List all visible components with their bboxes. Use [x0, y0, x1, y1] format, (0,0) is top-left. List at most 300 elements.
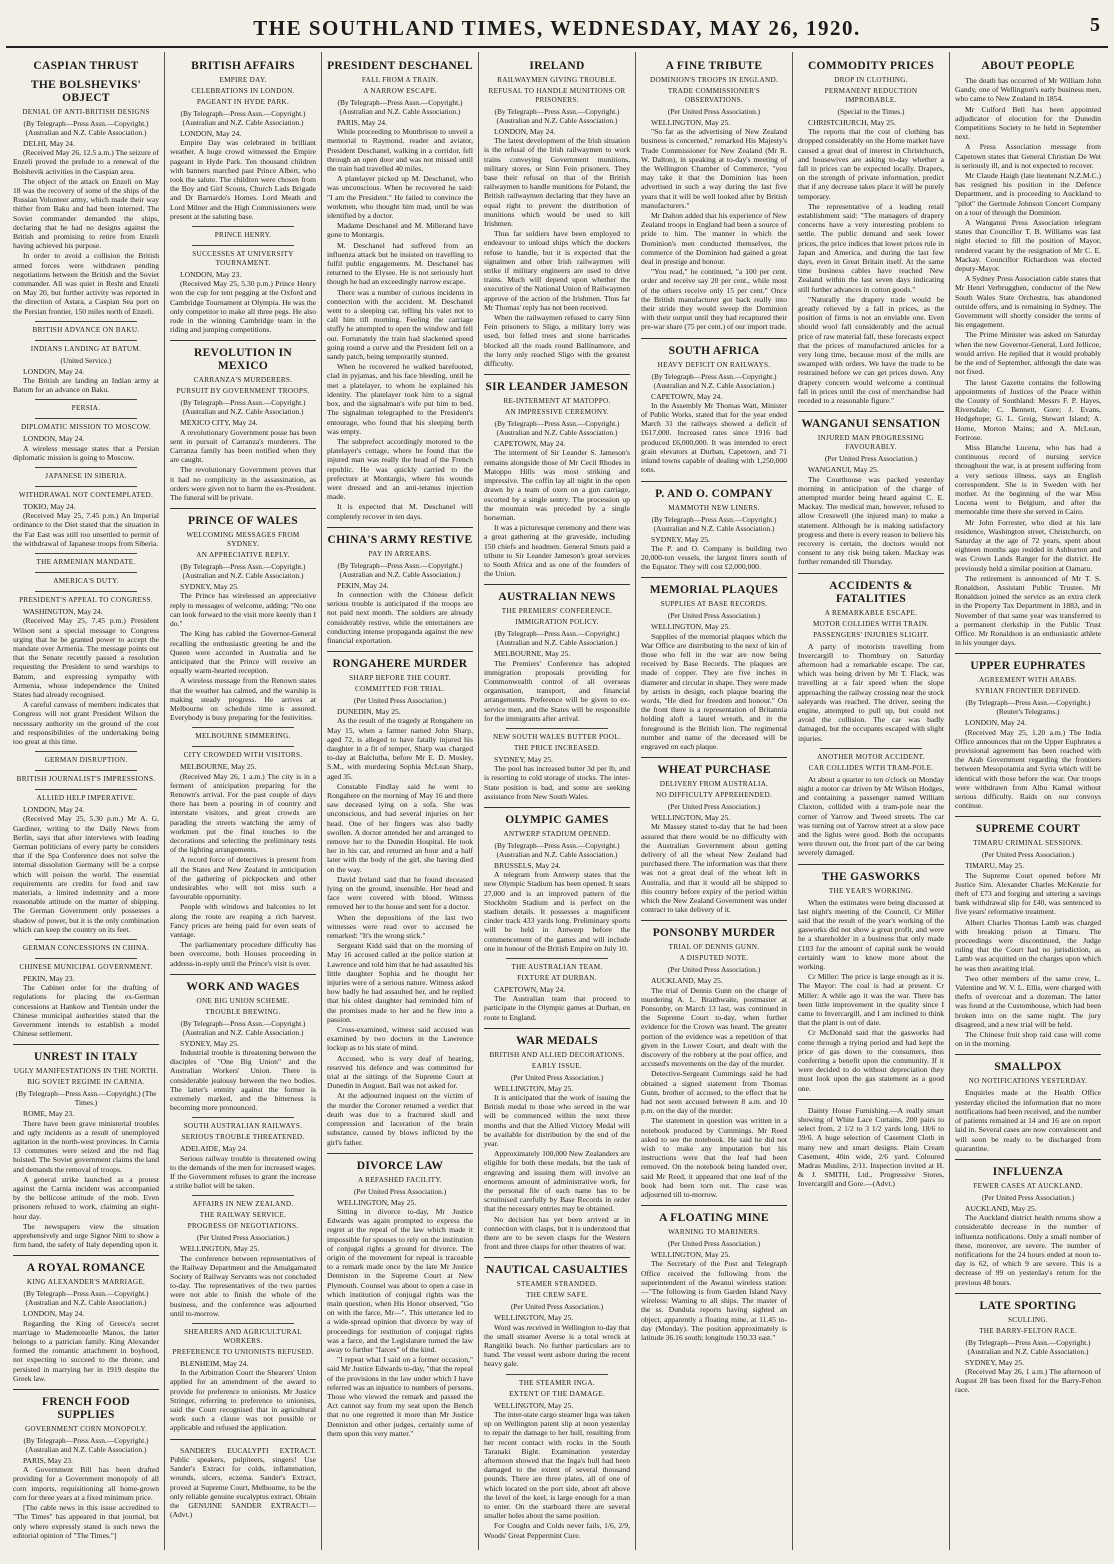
- article-dateline: WELLINGTON, May 25.: [337, 1197, 417, 1207]
- article-subheading: DENIAL OF ANTI-BRITISH DESIGNS: [22, 108, 150, 116]
- article-subheading: AN APPRECIATIVE REPLY.: [196, 551, 290, 560]
- article-subheading: THE YEAR'S WORKING.: [828, 886, 914, 895]
- article-subheading: GERMAN CONCESSIONS IN CHINA.: [22, 943, 150, 952]
- section-divider: [506, 728, 608, 729]
- article-dateline: CAPETOWN, May 24.: [651, 391, 723, 401]
- article-paragraph: The latest development of the Irish situation is the refusal of the Irish railwaymen to work trains conveying Government munitions, military stores, or Sinn Fein prisoners. They base their refusal on that of the British railwaymen to handle munitions for Poland, the British railwaymen declaring that they have an equal right to prevent the distribution of munitions which would be used to kill Irishmen.: [484, 136, 630, 229]
- article-headline: SOUTH AFRICA: [668, 344, 760, 357]
- article-paragraph: M. Deschanel had suffered from an influenza attack but he insisted on travelling to fulfil public engagements. M. Deschanel has returned to the Elysee. He is not seriously hurt though he had an exceedingly narrow escape.: [327, 240, 473, 287]
- article-paragraph: There was a number of curious incidents in connection with the accident. M. Deschanel went to a sleeping car, telling his valet not to call him till morning. Feeling the carriage stuffy he attempted to open the window and fell out. Fortunately the train had slackened speed going round a curve and the President fell on a sandy patch, being temporarily stunned.: [327, 287, 473, 362]
- article-paragraph: A record force of detectives is present from all the States and New Zealand in anticipation of the gathering of pickpockets and other undesirables who will not miss such a favourable opportunity.: [170, 855, 316, 902]
- article-rule: [170, 1439, 316, 1440]
- article-dateline: AUCKLAND, May 25.: [651, 976, 723, 986]
- article-rule: [170, 508, 316, 509]
- article-paragraph: A platelayer picked up M. Deschanel, who was unconscious. When he recovered he said: "I am the President." He failed to convince the workmen, who thought him mad, until he was identified by a doctor.: [327, 174, 473, 221]
- article-paragraph: Mr Culford Bell has been appointed adjudicator of elocution for the Dunedin Competitions Society to be held in September next.: [955, 104, 1101, 142]
- article-subheading: FEWER CASES AT AUCKLAND.: [973, 1181, 1083, 1190]
- article-paragraph: Cr Miller: The price is large enough as it is. The Mayor: The coal is bad at present. Cr Miller: A while ago it was the war. There has been little improvement in the quality since I came to Invercargill, and I am inclined to think that the plant is out of date.: [798, 972, 944, 1028]
- article-paragraph: When he recovered he walked barefooted, clad in pyjamas, and his face bleeding, until he met a platelayer, to whom he explained his identity. The platelayer took him to a signal box, and the signalman's wife put him to bed. The signalman telegraphed to the President's entourage, who found that his sleeping berth was empty.: [327, 362, 473, 436]
- article-paragraph: The Prince has wirelessed an appreciative reply to messages of welcome, adding: "No one can look forward to the visit more keenly than I do.": [170, 591, 316, 629]
- article-paragraph: A revolutionary Government posse has been sent in pursuit of Carranza's murderers. The Carranza family has been notified when they are caught.: [170, 427, 316, 465]
- article-paragraph: (Received May 25, 1.20 a.m.) The India Office announces that on the Upper Euphrates a provisional agreement has been reached with the Arab Government regarding the frontiers between Mesopotamia and Syria which will be identical with those before the war. Our troops were withdrawn from Albu Kamal without serious difficulty. Raids on our convoys continue.: [955, 727, 1101, 811]
- column-4: [479, 52, 636, 1550]
- article-paragraph: When the depositions of the last two witnesses were read over to accused he remarked: "It's the wrong stick.": [327, 912, 473, 941]
- article-rule: [641, 338, 787, 339]
- article-credit: (United Service.): [60, 355, 112, 365]
- article-subheading: EMPIRE DAY.: [219, 76, 267, 84]
- article-headline: CASPIAN THRUST: [33, 60, 139, 72]
- article-subheading: BIG SOVIET REGIME IN CARNIA.: [27, 1078, 145, 1087]
- article-rule: [798, 411, 944, 412]
- article-subheading: THE CREW SAFE.: [526, 1291, 588, 1300]
- article-paragraph: A wireless message from the Renown states that the weather has calmed, and the warship is making steady progress. He arrives at Melbourne on schedule time is assured. Everybody is busy preparing for the festivities.: [170, 676, 316, 723]
- article-rule: [641, 1205, 787, 1206]
- article-subheading: SOUTH AUSTRALIAN RAILWAYS.: [183, 1122, 303, 1131]
- article-dateline: WELLINGTON, May 25.: [494, 1313, 574, 1323]
- article-subheading: RE-INTERMENT AT MATOPPO.: [503, 397, 611, 406]
- article-rule: [484, 584, 630, 585]
- article-subheading: AMERICA'S DUTY.: [53, 577, 119, 586]
- article-paragraph: The Auckland district health returns show a considerable decrease in the number of influenza notifications. Only a small number of these, moreover, are severe. The number of notifications for the 24 hours ended at noon to-day is 62, of which 9 are severe. This is a decrease of 99 on yesterday's return for the previous 48 hours.: [955, 1213, 1101, 1287]
- column-7: [950, 52, 1106, 1550]
- article-paragraph: The interment of Sir Leander S. Jameson's remains alongside those of Mr Cecil Rhodes in Matoppo Hills was most striking and impressive. The coffin lay all night in the open drawn by a team of oxen on a gun carriage, escorted by a single sentry. The procession up the mountain was preceded by a single horseman.: [484, 448, 630, 522]
- article-dateline: WELLINGTON, May 25.: [651, 813, 731, 823]
- article-paragraph: "You read," he continued, "a 100 per cent. order and receive say 20 per cent., while most of the others receive only 15 per cent." Once the British manufacturer got back really into their stride they would sweep the Dominion with their output until they had recaptured their pre-war share (75 per cent.) of our import trade.: [641, 267, 787, 332]
- article-paragraph: Cr McDonald said that the gasworks had come through a trying period and had kept the price of gas down to the consumers, thus conferring a benefit upon the community. If it were decided to do without depreciation they must look upon the gas statement as a good one.: [798, 1028, 944, 1093]
- article-paragraph: Constable Findlay said he went to Rongahere on the morning of May 16 and there saw deceased lying on a sofa. She was unconscious, and had several injuries on her head. One of her fingers was also badly swollen. A doctor attended her and arranged to remove her to the Dunedin Hospital. He took her in his car, and returned an hour and a half later with the body of the girl, she having died on the way.: [327, 781, 473, 874]
- article-rule: [798, 864, 944, 865]
- article-subheading: CHINESE MUNICIPAL GOVERNMENT.: [19, 962, 153, 971]
- section-divider: [35, 958, 137, 959]
- article-paragraph: The Premiers' Conference has adopted immigration proposals providing for Commonwealth control of all overseas organisation, transport, and financial arrangements. Preference will be given to ex-service men, and the States will be responsible for the immigrants after arrival.: [484, 658, 630, 723]
- article-subheading: INDIANS LANDING AT BATUM.: [30, 344, 142, 353]
- article-paragraph: The representative of a leading retail establishment said: "The managers of drapery concerns have a very interesting problem to settle. The public demand and seek lower prices, the price indices that lower prices rule in Japan and America, and during the last few days, even in Great Britain itself. At the same time business cables have reached New Zealand within the last seven days indicating still further advances in cotton goods.": [798, 201, 944, 294]
- article-paragraph: "So far as the advertising of New Zealand business is concerned," remarked His Majesty's Trade Commissioner for New Zealand (Mr R. W. Dalton), in speaking at to-day's meeting of the Wellington Chamber of Commerce, "you may take it that the Dominion has been advertised in such a way during the last five years that it will be well looked after by British manufacturers.": [641, 127, 787, 210]
- article-paragraph: (Received May 25, 7.45 p.m.) President Wilson sent a special message to Congress urging that he be granted power to accept the mandate over Armenia. The message points out that the Senate recently passed a resolution requesting the President to send warships to Batum, and expressing sympathy with Armenia, whose independence the United States had already recognised.: [13, 616, 159, 699]
- article-headline: IRELAND: [529, 60, 585, 72]
- article-dateline: WELLINGTON, May 25.: [494, 1083, 574, 1093]
- article-subheading: MELBOURNE SIMMERING.: [195, 732, 291, 741]
- article-paragraph: Madame Deschanel and M. Millerand have gone to Montargis.: [327, 221, 473, 240]
- article-rule: [641, 577, 787, 578]
- article-credit: (By Telegraph—Press Assn.—Copyright.) (Australian and N.Z. Cable Association.): [494, 419, 620, 438]
- article-paragraph: A Government Bill has been drafted providing for a Government monopoly of all corn imports, requisitioning all home-grown corn for three years at a fixed minimum price.: [13, 1465, 159, 1502]
- article-dateline: MELBOURNE, May 25.: [180, 762, 257, 772]
- article-headline: ACCIDENTS & FATALITIES: [829, 579, 913, 605]
- article-credit: (Per United Press Association.): [196, 1233, 290, 1243]
- section-divider: [35, 467, 137, 468]
- article-subheading: A REMARKABLE ESCAPE.: [824, 608, 918, 617]
- article-subheading: BRITISH JOURNALIST'S IMPRESSIONS.: [16, 775, 156, 784]
- article-subheading: SUCCESSES AT UNIVERSITY TOURNAMENT.: [192, 250, 294, 268]
- article-dateline: DELHI, May 24.: [23, 139, 75, 148]
- section-divider: [820, 748, 922, 749]
- section-divider: [192, 1323, 294, 1324]
- article-rule: [798, 573, 944, 574]
- article-subheading: COMMITTED FOR TRIAL.: [355, 685, 445, 694]
- article-paragraph: The King has cabled the Governor-General recalling the enthusiastic greeting he and the Queen were accorded in Australia and he anticipated that the Prince will receive an equally warm-hearted reception.: [170, 629, 316, 676]
- article-credit: (Per United Press Association.): [353, 696, 447, 706]
- article-dateline: MELBOURNE, May 25.: [494, 649, 571, 659]
- article-paragraph: A telegram from Antwerp states that the new Olympic Stadium has been opened. It seats 27,000 and is an improved pattern of the Stockholm Stadium and is perfect on the stadium details. It possesses a magnificent cinder track 433 yards long. Preliminary sports will be held in Antwerp before the commencement of the games and will include one in honour of the British Empire on July 10.: [484, 870, 630, 953]
- article-dateline: ROME, May 23.: [23, 1109, 75, 1119]
- article-subheading: TROUBLE BREWING.: [205, 1007, 281, 1016]
- article-dateline: PARIS, May 24.: [337, 118, 387, 127]
- article-paragraph: The Secretary of the Post and Telegraph Office received the following from the superintendent of the Awanui wireless station:—"The following is from Garden Island Navy wireless: Warning to all ships. The master of the ss. Dundula reports having sighted an object, apparently a floating mine, at 11.45 to-day (Monday). The position approximately is latitude 36.16 south; longitude 150.33 east.": [641, 1259, 787, 1343]
- article-rule: [484, 807, 630, 808]
- article-rule: [170, 974, 316, 975]
- article-dateline: CAPETOWN, May 24.: [494, 439, 566, 449]
- article-headline: P. AND O. COMPANY: [655, 487, 773, 500]
- article-paragraph: There have been grave ministerial troubles and ugly incidents as a result of unemployed agitation in the north-west provinces. In Carnia 13 communes were seized and the red flag hoisted. The Soviet government claims the land and demands the removal of troops.: [13, 1118, 159, 1174]
- article-rule: [955, 1159, 1101, 1160]
- article-paragraph: A wireless message states that a Persian diplomatic mission is going to Moscow.: [13, 443, 159, 462]
- article-paragraph: Thus far soldiers have been employed to endeavour to unload ships which the dockers refuse to handle, but it is expected that the signalmen and other Irish railwaymen will strike if military engineers are used to drive trains. Much will depend upon whether the executive of the National Union of Railwaymen approve of the action of the Irishmen. Thus far Mr Thomas' reply has not been received.: [484, 229, 630, 312]
- article-credit: (Per United Press Association.): [667, 107, 761, 116]
- article-dateline: WELLINGTON, May 25.: [180, 1244, 260, 1254]
- article-credit: (Per United Press Association.): [667, 611, 761, 621]
- article-subheading: SYRIAN FRONTIER DEFINED.: [975, 687, 1081, 696]
- article-headline: MEMORIAL PLAQUES: [649, 584, 779, 597]
- article-paragraph: The statement in question was written in a notebook produced by Cummings. Mr Reed asked to see the notebook. He said he did not wish to make any imputation but his instructions were that the leaf had been removed. On the notebook being handed over, said Mr Reed, it appeared that one leaf of the book had been torn out. The case was adjourned till to-morrow.: [641, 1116, 787, 1200]
- article-rule: [13, 1389, 159, 1390]
- article-dateline: LONDON, May 24.: [23, 366, 85, 376]
- section-divider: [192, 746, 294, 747]
- article-headline: SUPREME COURT: [975, 823, 1081, 836]
- article-dateline: PEKIN, May 23.: [23, 973, 75, 983]
- article-rule: [955, 1293, 1101, 1294]
- article-subheading: SHEARERS AND AGRICULTURAL WORKERS.: [184, 1328, 302, 1346]
- masthead-rule: [6, 46, 1108, 48]
- article-credit: (By Telegraph—Press Assn.—Copyright.) (Australian and N.Z. Cable Association.): [180, 1018, 306, 1037]
- article-rule: [955, 816, 1101, 817]
- article-headline: REVOLUTION IN MEXICO: [194, 347, 292, 373]
- article-headline: A FLOATING MINE: [659, 1212, 769, 1225]
- section-divider: [35, 340, 137, 341]
- article-headline: SIR LEANDER JAMESON: [485, 381, 629, 394]
- article-subheading: CITY CROWDED WITH VISITORS.: [183, 751, 303, 760]
- article-paragraph: Sergeant Kidd said that on the morning of May 16 accused called at the police station at Lawrence and told him that he had assaulted his little daughter Sophia and he thought her injuries were of a serious nature. Witness asked how badly he had assaulted her, and he replied that his oldest daughter had reminded him of the promises made to her and he flew into a passion.: [327, 941, 473, 1024]
- article-dateline: SYDNEY, May 25.: [965, 1357, 1024, 1367]
- article-paragraph: Serious railway trouble is threatened owing to the demands of the men for increased wages. If the Government refuses to grant the increase a strike ballot will be taken.: [170, 1153, 316, 1191]
- article-subheading: PASSENGERS' INJURIES SLIGHT.: [813, 630, 929, 639]
- article-dateline: PEKIN, May 24.: [337, 580, 389, 590]
- article-credit: (By Telegraph—Press Assn.—Copyright.) (Australian and N.Z. Cable Association.): [494, 840, 620, 859]
- article-subheading: THE BARRY-FELTON RACE.: [979, 1326, 1077, 1335]
- column-3: [322, 52, 479, 1550]
- article-paragraph: In the Assembly Mr Thomas Watt, Minister of Public Works, stated that for the year ended March 31 the railways showed a deficit of £617,000. Increased rates since 1916 had produced £6,000,000. It was intended to erect grain elevators at Durban, Capetown, and 71 inland towns capable of dealing with 1,250,000 tons.: [641, 400, 787, 475]
- article-subheading: A REFASHED FACILITY.: [357, 1175, 443, 1184]
- article-paragraph: Accused, who is very deaf of hearing, reserved his defence and was committed for trial at the sittings of the Supreme Court at Dunedin in August. Bail was not asked for.: [327, 1053, 473, 1091]
- article-credit: (Per United Press Association.): [667, 1239, 761, 1249]
- section-divider: [35, 399, 137, 400]
- article-subheading: A NARROW ESCAPE.: [363, 87, 437, 95]
- article-paragraph: "Naturally the drapery trade would be greatly relieved by a fall in prices, as the position of firms is not an enviable one. Even should wool fall considerably and the actual price of raw material fall, these forecasts expect that the prices of manufactured articles for a very long time, because most of the mills are swamped with orders. We have the trade to be restrained before we can get prices down. Any drapery concern would welcome a continual fall in prices until the cost of merchandise had receded to a reasonable figure.": [798, 294, 944, 406]
- article-dateline: SYDNEY, May 25.: [651, 534, 710, 544]
- section-divider: [35, 486, 137, 487]
- article-paragraph: People with windows and balconies to let along the route are reaping a rich harvest. Fancy prices are being paid for even seats of vantage.: [170, 902, 316, 939]
- article-dateline: LONDON, May 24.: [23, 1309, 85, 1319]
- article-dateline: SYDNEY, May 25.: [180, 1038, 239, 1048]
- article-subheading: GOVERNMENT CORN MONOPOLY.: [24, 1425, 148, 1434]
- article-paragraph: It is anticipated that the work of issuing the British medal to those who served in the war will be commenced within the next three months and that the Allied Victory Medal will be available for distribution by the end of the year.: [484, 1093, 630, 1149]
- article-headline: WAR MEDALS: [516, 1034, 598, 1047]
- article-paragraph: The newspapers view the situation apprehensively and urge Signor Nitti to show a firm hand, the safety of Italy depending upon it.: [13, 1221, 159, 1250]
- article-paragraph: It is expected that M. Deschanel will completely recover in ten days.: [327, 502, 473, 521]
- article-paragraph: Mr Dalton added that his experience of New Zealand troops in England had been a source of pride to him. The manner in which the Dominion's men conducted themselves, the commerce of the Dominion had gained a great deal in prestige and honour.: [641, 211, 787, 267]
- article-subheading: SHARP BEFORE THE COURT.: [349, 674, 451, 683]
- section-divider: [192, 245, 294, 246]
- article-subheading: ANTWERP STADIUM OPENED.: [503, 829, 611, 838]
- article-paragraph: Detective-Sergeant Cummings said he had obtained a signed statement from Thomas Gunn, brother of accused, to the effect that he had not seen accused between 8 a.m. and 10 p.m. on the day of the murder.: [641, 1069, 787, 1116]
- article-subheading: BRITISH AND ALLIED DECORATIONS.: [489, 1050, 625, 1059]
- article-subheading: REFUSAL TO HANDLE MUNITIONS OR PRISONERS.: [488, 87, 626, 104]
- article-dateline: SYDNEY, May 25.: [180, 582, 239, 592]
- article-paragraph: The Supreme Court opened before Mr Justice Sim. Alexander Charles McKenzie for theft of £73 and forging and uttering a savings bank withdrawal slip for £40, was sentenced to five years' reformative treatment.: [955, 870, 1101, 917]
- article-paragraph: Regarding the King of Greece's secret marriage to Mademoiselle Manos, the latter belongs to a patrician family. King Alexander formed the romantic attachment in boyhood, not expecting to succeed to the throne, and persisted in marrying her in 1919 despite the Greek law.: [13, 1318, 159, 1383]
- article-paragraph: When the railwaymen refused to carry Sinn Fein prisoners to Sligo, a military lorry was used, but felled trees and stone barricades blocked all the roads round Ballinamore, and the lorry only reached Sligo with the greatest difficulty.: [484, 313, 630, 369]
- section-divider: [35, 418, 137, 419]
- article-headline: LATE SPORTING: [979, 1299, 1077, 1312]
- article-credit: (Per United Press Association.): [510, 1072, 604, 1082]
- article-paragraph: A Wanganui Press Association telegram states that Councillor T. B. Williams was last night elected to fill the position of Mayor, rendered vacant by the resignation of Mr C. E. Mackay. Councillor Richardson was elected deputy-Mayor.: [955, 218, 1101, 274]
- article-dateline: AUCKLAND, May 25.: [965, 1203, 1037, 1213]
- article-subheading: SCULLING.: [1007, 1315, 1049, 1324]
- article-subheading: PREFERENCE TO UNIONISTS REFUSED.: [172, 1348, 314, 1357]
- article-credit: (Per United Press Association.): [510, 1302, 604, 1312]
- section-divider: [35, 572, 137, 573]
- article-subheading: DIPLOMATIC MISSION TO MOSCOW.: [21, 423, 151, 432]
- section-divider: [35, 751, 137, 752]
- article-dateline: LONDON, May 23.: [180, 270, 242, 280]
- page-number: 5: [1090, 14, 1100, 36]
- article-headline: CHINA'S ARMY RESTIVE: [327, 533, 473, 546]
- article-rule: [13, 1255, 159, 1256]
- article-rule: [798, 1099, 944, 1100]
- article-headline: THE GASWORKS: [821, 870, 921, 883]
- article-rule: [13, 1044, 159, 1045]
- article-subheading: NO NOTIFICATIONS YESTERDAY.: [968, 1077, 1088, 1086]
- article-dateline: ADELAIDE, May 24.: [180, 1144, 248, 1154]
- article-paragraph: The inter-state cargo steamer Inga was taken up on Wellington patent slip at noon yesterday to repair the damage to her hull, resulting from her recent contact with rocks in the South Taranaki Bight. Examination yesterday afternoon showed that the Inga's hull had been damaged to the extent of several thousand pounds. There are three plates, all of one of which located on the port side, about aft above the level of the keel, is large enough for a man to enter. On the starboard there are several smaller holes about the same position.: [484, 1409, 630, 1521]
- article-paragraph: Empire Day was celebrated in brilliant weather. A huge crowd witnessed the Empire pageant in Hyde Park. Ten thousand children with banners marched past Prince Albert, who took the salute. The children were chosen from the Boy and Girl Scouts, Church Lads Brigade and Dr Barnardo's Homes. Lord Meath and Lord Milner and the High Commissioners were present at the saluting base.: [170, 138, 316, 221]
- article-paragraph: Dainty House Furnishing.—A really smart showing of White Lace Curtains, 200 pairs to select from, 2 1/2 to 3 1/2 yards long, 18/6 to 39/6. A huge selection of Casement Cloth in many new and smart designs. Plain Cream Casement, 40in wide, 2/6 yard. Coloured Madras Muslins, 2/11. Inspection invited at H. & J. SMITH, Ltd., Progressive Stores, Invercargill and Gore.—(Advt.): [798, 1105, 944, 1189]
- article-headline: A FINE TRIBUTE: [665, 60, 763, 72]
- article-paragraph: The Chinese fruit shop raid case will come on in the morning.: [955, 1030, 1101, 1049]
- article-paragraph: In connection with the Chinese deficit serious trouble is anticipated if the troops are not paid next month. The soldiers are already considerably restive, while the entertainers are conducting intense propaganda against the new financial exportation.: [327, 589, 473, 645]
- article-credit: (Per United Press Association.): [667, 802, 761, 812]
- article-paragraph: The parliamentary procedure difficulty has been overcome, both Houses proceeding in address-in-reply until the Prince's visit is over.: [170, 940, 316, 968]
- article-dateline: WELLINGTON, May 25.: [651, 118, 731, 127]
- article-headline: RONGAHERE MURDER: [332, 658, 468, 671]
- article-subheading: TRIAL OF DENNIS GUNN.: [668, 943, 760, 952]
- article-paragraph: The P. and O. Company is building two 20,000-ton vessels, the largest liners south of the Equator. They will cost £2,000,000.: [641, 543, 787, 572]
- article-credit: (By Telegraph—Press Assn.—Copyright.) (The Times.): [15, 1089, 157, 1108]
- article-subheading: AFFAIRS IN NEW ZEALAND.: [192, 1200, 294, 1209]
- column-6: [793, 52, 950, 1550]
- article-subheading: PROGRESS OF NEGOTIATIONS.: [187, 1222, 299, 1231]
- article-headline: UNREST IN ITALY: [34, 1051, 138, 1064]
- article-dateline: TOKIO, May 24.: [23, 502, 76, 512]
- column-2: [165, 52, 322, 1550]
- article-subheading: AN IMPRESSIVE CEREMONY.: [504, 408, 609, 417]
- article-subheading: FALL FROM A TRAIN.: [361, 76, 439, 84]
- article-paragraph: A general strike launched as a protest against the Carnia incident was accompanied by the bellicose attitude of the mob. Even prisoners refused to work, claiming an eight-hour day.: [13, 1174, 159, 1221]
- article-paragraph: The object of the attack on Enzeli on May 18 was the recovery of some of the ships of the Russian Volunteer army, which made their way thither from Baku and had been interned. The Soviet commander demanded the ships, declaring that he had no designs against the British and promising to retire from Enzeli having achieved his purpose.: [13, 176, 159, 251]
- article-rule: [641, 920, 787, 921]
- article-subheading: IMMIGRATION POLICY.: [515, 618, 599, 627]
- article-paragraph: The subprefect accordingly motored to the platelayer's cottage, where he found that the injured man was really the head of the French republic. He was quickly carried to the prefecture at Montargis, where his wounds were dressed and an anti-tetanus injection made.: [327, 436, 473, 502]
- article-dateline: TIMARU, May 25.: [965, 861, 1025, 871]
- article-credit: (By Telegraph—Press Assn.—Copyright.) (Australian and N.Z. Cable Association.): [494, 629, 620, 648]
- article-credit: (Per United Press Association.): [353, 1186, 447, 1196]
- article-paragraph: Approximately 100,000 New Zealanders are eligible for both these medals, but the task of engraving and issuing them will involve an enormous amount of administrative work, for the personal file of each name has to be scrutinised carefully by Base Records in order that the necessary entries may be obtained.: [484, 1149, 630, 1214]
- article-paragraph: Mr Claude Haigh (late lieutenant N.Z.M.C.) has resigned his position in the Defence Department, and is proceeding to Auckland to "pilot" the Gertrude Johnson Concert Company on a tour of through the Dominion.: [955, 171, 1101, 217]
- article-subheading: TIMARU CRIMINAL SESSIONS.: [973, 839, 1083, 848]
- article-subheading: RAILWAYMEN GIVING TROUBLE.: [497, 76, 617, 84]
- article-paragraph: SANDER'S EUCALYPTI EXTRACT. Public speakers, pulpiteers, singers! Use Sander's Extract for colds, inflammation, wounds, ulcers, eczema. Sander's Extract, proved at Supreme Court, Melbourne, to be the only reliable genuine eucalyptus extract. Obtain the GENUINE SANDER EXTRACT!—(Advt.): [170, 1445, 316, 1520]
- article-credit: (Per United Press Association.): [824, 454, 918, 464]
- article-subheading: BRITISH ADVANCE ON BAKU.: [32, 325, 140, 334]
- article-subheading: MAMMOTH NEW LINERS.: [668, 503, 760, 512]
- article-subheading: DROP IN CLOTHING.: [834, 76, 908, 84]
- article-rule: [170, 340, 316, 341]
- article-headline: WHEAT PURCHASE: [657, 764, 771, 777]
- article-headline: A ROYAL ROMANCE: [26, 1262, 146, 1275]
- article-paragraph: At about a quarter to ten o'clock on Monday night a motor car driven by Mr Wilson Hodges, and containing a passenger named William Claxton, collided with a tram-pole near the corner of Yarrow and Tweed streets. The car was turning out of Yarrow street at a slow pace and the lights were good. Both the occupants were thrown out, the front part of the car being severely damaged.: [798, 774, 944, 858]
- article-credit: (Special to the Times.): [837, 107, 905, 116]
- page-columns: [8, 52, 1106, 1550]
- article-subheading: PAY IN ARREARS.: [368, 549, 432, 558]
- article-subheading: CELEBRATIONS IN LONDON.: [191, 87, 295, 95]
- article-dateline: PARIS, May 23.: [23, 1456, 73, 1466]
- article-dateline: CAPETOWN, May 24.: [494, 985, 566, 994]
- article-rule: [641, 481, 787, 482]
- article-subheading: GERMAN DISRUPTION.: [44, 756, 128, 765]
- article-paragraph: The retirement is announced of Mr T. S. Ronaldson, Assistant Public Trustee. Mr Ronaldson joined the service as an extra clerk in the Property Tax Department in 1883, and in November of that same year was transferred to a permanent clerkship in the Public Trust Office. Mr Ronaldson is an enthusiastic athlete in his younger days.: [955, 573, 1101, 648]
- article-paragraph: The conference between representatives of the Railway Department and the Amalgamated Society of Railway Servants was not concluded to-day. The representatives of the two parties were not able to finish the whole of the business, and the conference was adjourned until to-morrow.: [170, 1253, 316, 1318]
- article-credit: (By Telegraph—Press Assn.—Copyright.) (Reuter's Telegrams.): [965, 698, 1091, 717]
- article-dateline: WASHINGTON, May 24.: [23, 607, 103, 617]
- article-subheading: NO DIFFICULTY APPREHENDED.: [655, 791, 773, 800]
- article-subheading: THE RAILWAY SERVICE.: [199, 1211, 287, 1220]
- article-subheading: ALLIED HELP IMPERATIVE.: [36, 794, 136, 803]
- article-paragraph: It was a picturesque ceremony and there was a great gathering at the graveside, including 150 chiefs and headmen. General Smuts paid a tribute to Sir Leander Jameson's great services to South Africa and as one of the founders of the Union.: [484, 523, 630, 579]
- article-rule: [327, 527, 473, 528]
- article-paragraph: As the result of the tragedy at Rongahere on May 15, when a farmer named John Sharp, aged 72, is alleged to have fatally injured his daughter in a fit of temper, Sharp was charged to-day at Balclutha, before Mr E. D. Mosley, S.M., with murdering Sophia McLean Sharp, aged 35.: [327, 716, 473, 781]
- section-divider: [192, 226, 294, 227]
- section-divider: [35, 553, 137, 554]
- article-credit: (By Telegraph—Press Assn.—Copyright.) (Australian and N.Z. Cable Association.): [180, 109, 306, 127]
- article-subheading: DOMINION'S TROOPS IN ENGLAND.: [649, 76, 779, 84]
- article-headline: PRINCE OF WALES: [188, 515, 298, 528]
- article-paragraph: No decision has yet been arrived at in connection with clasps, but it is understood that there are to be seven clasps for the Western front and three clasps for other theatres of war.: [484, 1214, 630, 1252]
- article-dateline: WELLINGTON, May 25.: [651, 1250, 731, 1260]
- article-paragraph: The British are landing an Indian army at Batum for an advance on Baku.: [13, 376, 159, 395]
- article-paragraph: The pool has increased butter 3d per lb, and is resorting to cold storage of stocks. The inter-State position is bad, and some are seeking assistance from New South Wales.: [484, 764, 630, 801]
- section-divider: [35, 789, 137, 790]
- article-paragraph: A Press Association message from Capetown states that General Christian De Wet is seriously ill, and is not expected to recover.: [955, 142, 1101, 170]
- article-subheading: THE ARMENIAN MANDATE.: [36, 558, 136, 567]
- article-paragraph: In the Arbitration Court the Shearers' Union applied for an amendment of the award to provide for preference to unionists. Mr Justice Stringer, referring to preference to unionists, said the Court recognised that in agricultural work such a clause was not possible or applicable and refused the application.: [170, 1368, 316, 1433]
- article-subheading: WITHDRAWAL NOT CONTEMPLATED.: [18, 491, 154, 500]
- article-subheading: SERIOUS TROUBLE THREATENED.: [181, 1133, 305, 1142]
- article-dateline: LONDON, May 24.: [965, 718, 1027, 728]
- article-paragraph: The Courthouse was packed yesterday morning in anticipation of the charge of attempted murder being heard against C. E. Mackay. The medical man, however, refused to allow Cresswell (the injured man) to make a statement. Although he is making satisfactory progress and there is every reason to believe his recovery is certain, the doctors would not consent to any risk being taken. Mackay was further remanded till Thursday.: [798, 474, 944, 567]
- article-subheading: PAGEANT IN HYDE PARK.: [196, 98, 290, 106]
- article-subheading: SUPPLIES AT BASE RECORDS.: [660, 600, 768, 609]
- article-headline: WANGANUI SENSATION: [801, 418, 941, 431]
- article-paragraph: Mr Massey stated to-day that he had been assured that there would be no difficulty with the Australian Government about getting delivery of all the wheat New Zealand had purchased there. The information was that there was not a great deal of the wheat left in Australia, and that it would all be shipped to this country before expiry of the period within which the New Zealand Government was under contract to take delivery of it.: [641, 822, 787, 915]
- article-dateline: BRUSSELS, May 24.: [494, 860, 561, 870]
- article-headline: THE BOLSHEVIKS' OBJECT: [30, 79, 142, 104]
- article-headline: OLYMPIC GAMES: [505, 813, 609, 826]
- article-paragraph: The trial of Dennis Gunn on the charge of murdering A. L. Braithwaite, postmaster at Ponsonby, on March 13 last, was continued in the Supreme Court to-day, when further evidence for the Crown was heard. The greater portion of the evidence was a repetition of that given in the Lower Court, and dealt with the discovery of the robbery at the post office, and accused's movements on the day of the murder.: [641, 985, 787, 1069]
- article-credit: (By Telegraph—Press Assn.—Copyright.) (Australian and N.Z. Cable Association.): [180, 562, 306, 581]
- article-headline: DIVORCE LAW: [356, 1159, 444, 1172]
- article-paragraph: Sitting in divorce to-day, Mr Justice Edwards was again prompted to express the regret at the repeal of the law which made it impossible for spouses to rely on the institution of conjugal rights a ground for divorce. The origin of the movement for repeal is traceable to a remark made once by the late Mr Justice Denniston in the Supreme Court at New Plymouth. Counsel was about to open a case in which institution of conjugal rights was the main question, when His Honor observed, "Go on with the farce, Mr—". This utterance led to a wide-spread opinion that divorce by way of proceedings for restitution of conjugal rights was a farce, and the Legislature turned the law away to further "farces" of the kind.: [327, 1206, 473, 1354]
- article-dateline: WELLINGTON, May 25.: [494, 1400, 574, 1410]
- article-subheading: THE AUSTRALIAN TEAM.: [511, 963, 603, 971]
- article-subheading: HEAVY DEFICIT ON RAILWAYS.: [657, 360, 771, 369]
- article-headline: AUSTRALIAN NEWS: [498, 591, 616, 604]
- article-subheading: ONE BIG UNION SCHEME.: [196, 996, 290, 1005]
- article-credit: (By Telegraph—Press Assn.—Copyright.) (Australian and N.Z. Cable Association.): [494, 107, 620, 125]
- article-dateline: CHRISTCHURCH, May 25.: [808, 118, 896, 127]
- article-subheading: CARRANZA'S MURDERERS.: [193, 376, 293, 385]
- article-headline: FRENCH FOOD SUPPLIES: [42, 1396, 130, 1422]
- article-subheading: EARLY ISSUE.: [531, 1061, 583, 1070]
- article-subheading: ANOTHER MOTOR ACCIDENT.: [817, 752, 925, 761]
- article-paragraph: Industrial trouble is threatening between the disciples of "One Big Union" and the Australian Workers' Union. There is considerable jealousy between the two bodies. The latter's enmity against the former is extremely marked, and the bitterness is becoming more pronounced.: [170, 1048, 316, 1113]
- article-paragraph: A Sydney Press Association cable states that Mr Henri Verbrugghen, conductor of the New South Wales State Orchestra, has abandoned outside offers, and is remaining in Sydney. The Government will shortly consider the terms of his engagement.: [955, 274, 1101, 330]
- section-divider: [192, 1195, 294, 1196]
- article-subheading: MOTOR COLLIDES WITH TRAIN.: [812, 619, 929, 628]
- article-subheading: WARNING TO MARINERS.: [668, 1228, 760, 1237]
- article-credit: (By Telegraph—Press Assn.—Copyright.) (Australian and N.Z. Cable Association.): [965, 1337, 1091, 1356]
- article-credit: (By Telegraph—Press Assn.—Copyright.) (Australian and N.Z. Cable Association.): [23, 1436, 149, 1455]
- article-paragraph: The Prime Minister was asked on Saturday when the new Governor-General, Lord Jellicoe, would arrive. He replied that it would probably be the end of September, although the date was not fixed.: [955, 330, 1101, 377]
- article-paragraph: When the estimates were being discussed at last night's meeting of the Council, Cr Miller said that the result of the year's working of the gasworks did not show a great profit, and were he a shareholder in a business that only made £103 for the amount of capital sunk he would certainly want to know more about the working.: [798, 897, 944, 972]
- article-dateline: WANGANUI, May 25.: [808, 465, 879, 475]
- section-divider: [35, 939, 137, 940]
- article-paragraph: (Received May 26, 12.5 a.m.) The seizure of Enzeli proved the prelude to a renewal of the Bolshevik activities in the Caspian area.: [13, 148, 159, 176]
- article-paragraph: A party of motorists travelling from Invercargill to Thornbury on Saturday afternoon had a remarkable escape. The car, which was being driven by Mr T. Flack, was travelling at a fair speed when the slope approaching the railway crossing near the stock saleyards was reached. The driver, seeing the engine, attempted to pull up, but could not avoid the collision. The car was badly damaged, but the occupants escaped with slight injuries.: [798, 641, 944, 743]
- article-paragraph: The death has occurred of Mr William John Gandy, one of Wellington's early business men, who came to New Zealand in 1854.: [955, 76, 1101, 104]
- article-paragraph: Two other members of the same crew, L. Valentine and W. V. L. Ellis, were charged with thefts of overcoat and a dozeman. The latter was found at the Customhouse, which had been broken into on the same night. The jury disagreed, and a new trial will be held.: [955, 973, 1101, 1029]
- article-subheading: A DISPUTED NOTE.: [679, 954, 749, 963]
- article-subheading: THE STEAMER INGA.: [519, 1378, 595, 1387]
- article-dateline: WELLINGTON, May 25.: [651, 622, 731, 632]
- article-dateline: MEXICO CITY, May 24.: [180, 418, 258, 428]
- section-divider: [35, 591, 137, 592]
- article-paragraph: The latest Gazette contains the following appointments of Justices of the Peace within the County of Southland: Messrs F. P. Hayes, Riversdale; C. Bennett, Gore; J. Evans, Hedgehope; G. L. Greig, Stewart Island; A. Horne, Morton Mains; and A. McLean, Fortrose.: [955, 377, 1101, 442]
- article-paragraph: (Received May 25, 7.45 p.m.) An Imperial ordinance to the Diet stated that the situation in the Far East was still too unsettled to permit of the withdrawal of Japanese troops from Siberia.: [13, 511, 159, 548]
- article-subheading: INJURED MAN PROGRESSING FAVOURABLY.: [817, 434, 925, 452]
- article-rule: [484, 374, 630, 375]
- article-paragraph: The Australian team that proceed to participate in the Olympic games at Durban, en route to England.: [484, 994, 630, 1022]
- article-paragraph: A careful canvass of members indicates that Congress will not grant President Wilson the necessary authority on the ground of the cost and responsibilities of the undertaking being too great at this time.: [13, 700, 159, 746]
- article-rule: [484, 1257, 630, 1258]
- article-subheading: KING ALEXANDER'S MARRIAGE.: [26, 1278, 146, 1287]
- article-paragraph: The Cabinet order for the drafting of regulations for placing the ex-German concessions at Hankow and Tientsin under the Chinese municipal authorities stated that the Government intends to establish a model Chinese settlement.: [13, 983, 159, 1039]
- article-subheading: CAR COLLIDES WITH TRAM-POLE.: [808, 763, 934, 772]
- article-headline: SMALLPOX: [994, 1061, 1062, 1074]
- article-credit: (Per United Press Association.): [667, 965, 761, 975]
- article-paragraph: "I repeat what I said on a former occasion," said Mr Justice Edwards to-day, "that the repeal of the provisions in the law under which I have referred was an injustice to numbers of persons. Those who viewed the remark and passed the Act cannot say from my seat upon the Bench that no one regretted it more than Mr Justice Denniston and other judges, certainly some of them upon this very matter.": [327, 1355, 473, 1438]
- article-subheading: UGLY MANIFESTATIONS IN THE NORTH.: [13, 1067, 159, 1076]
- article-paragraph: Supplies of the memorial plaques which the War Office are distributing to the next of kin of those who fell in the war are now being received by Base Records. The plaques are made of copper. They are five inches in diameter and circular in shape. They were made by artists in design, each plaque bearing the words, "He died for freedom and honour." On the front there is a representation of Britannia holding aloft a laurel wreath, and in the foreground is the British lion. The regimental number and name of the deceased will be engraved on each plaque.: [641, 631, 787, 751]
